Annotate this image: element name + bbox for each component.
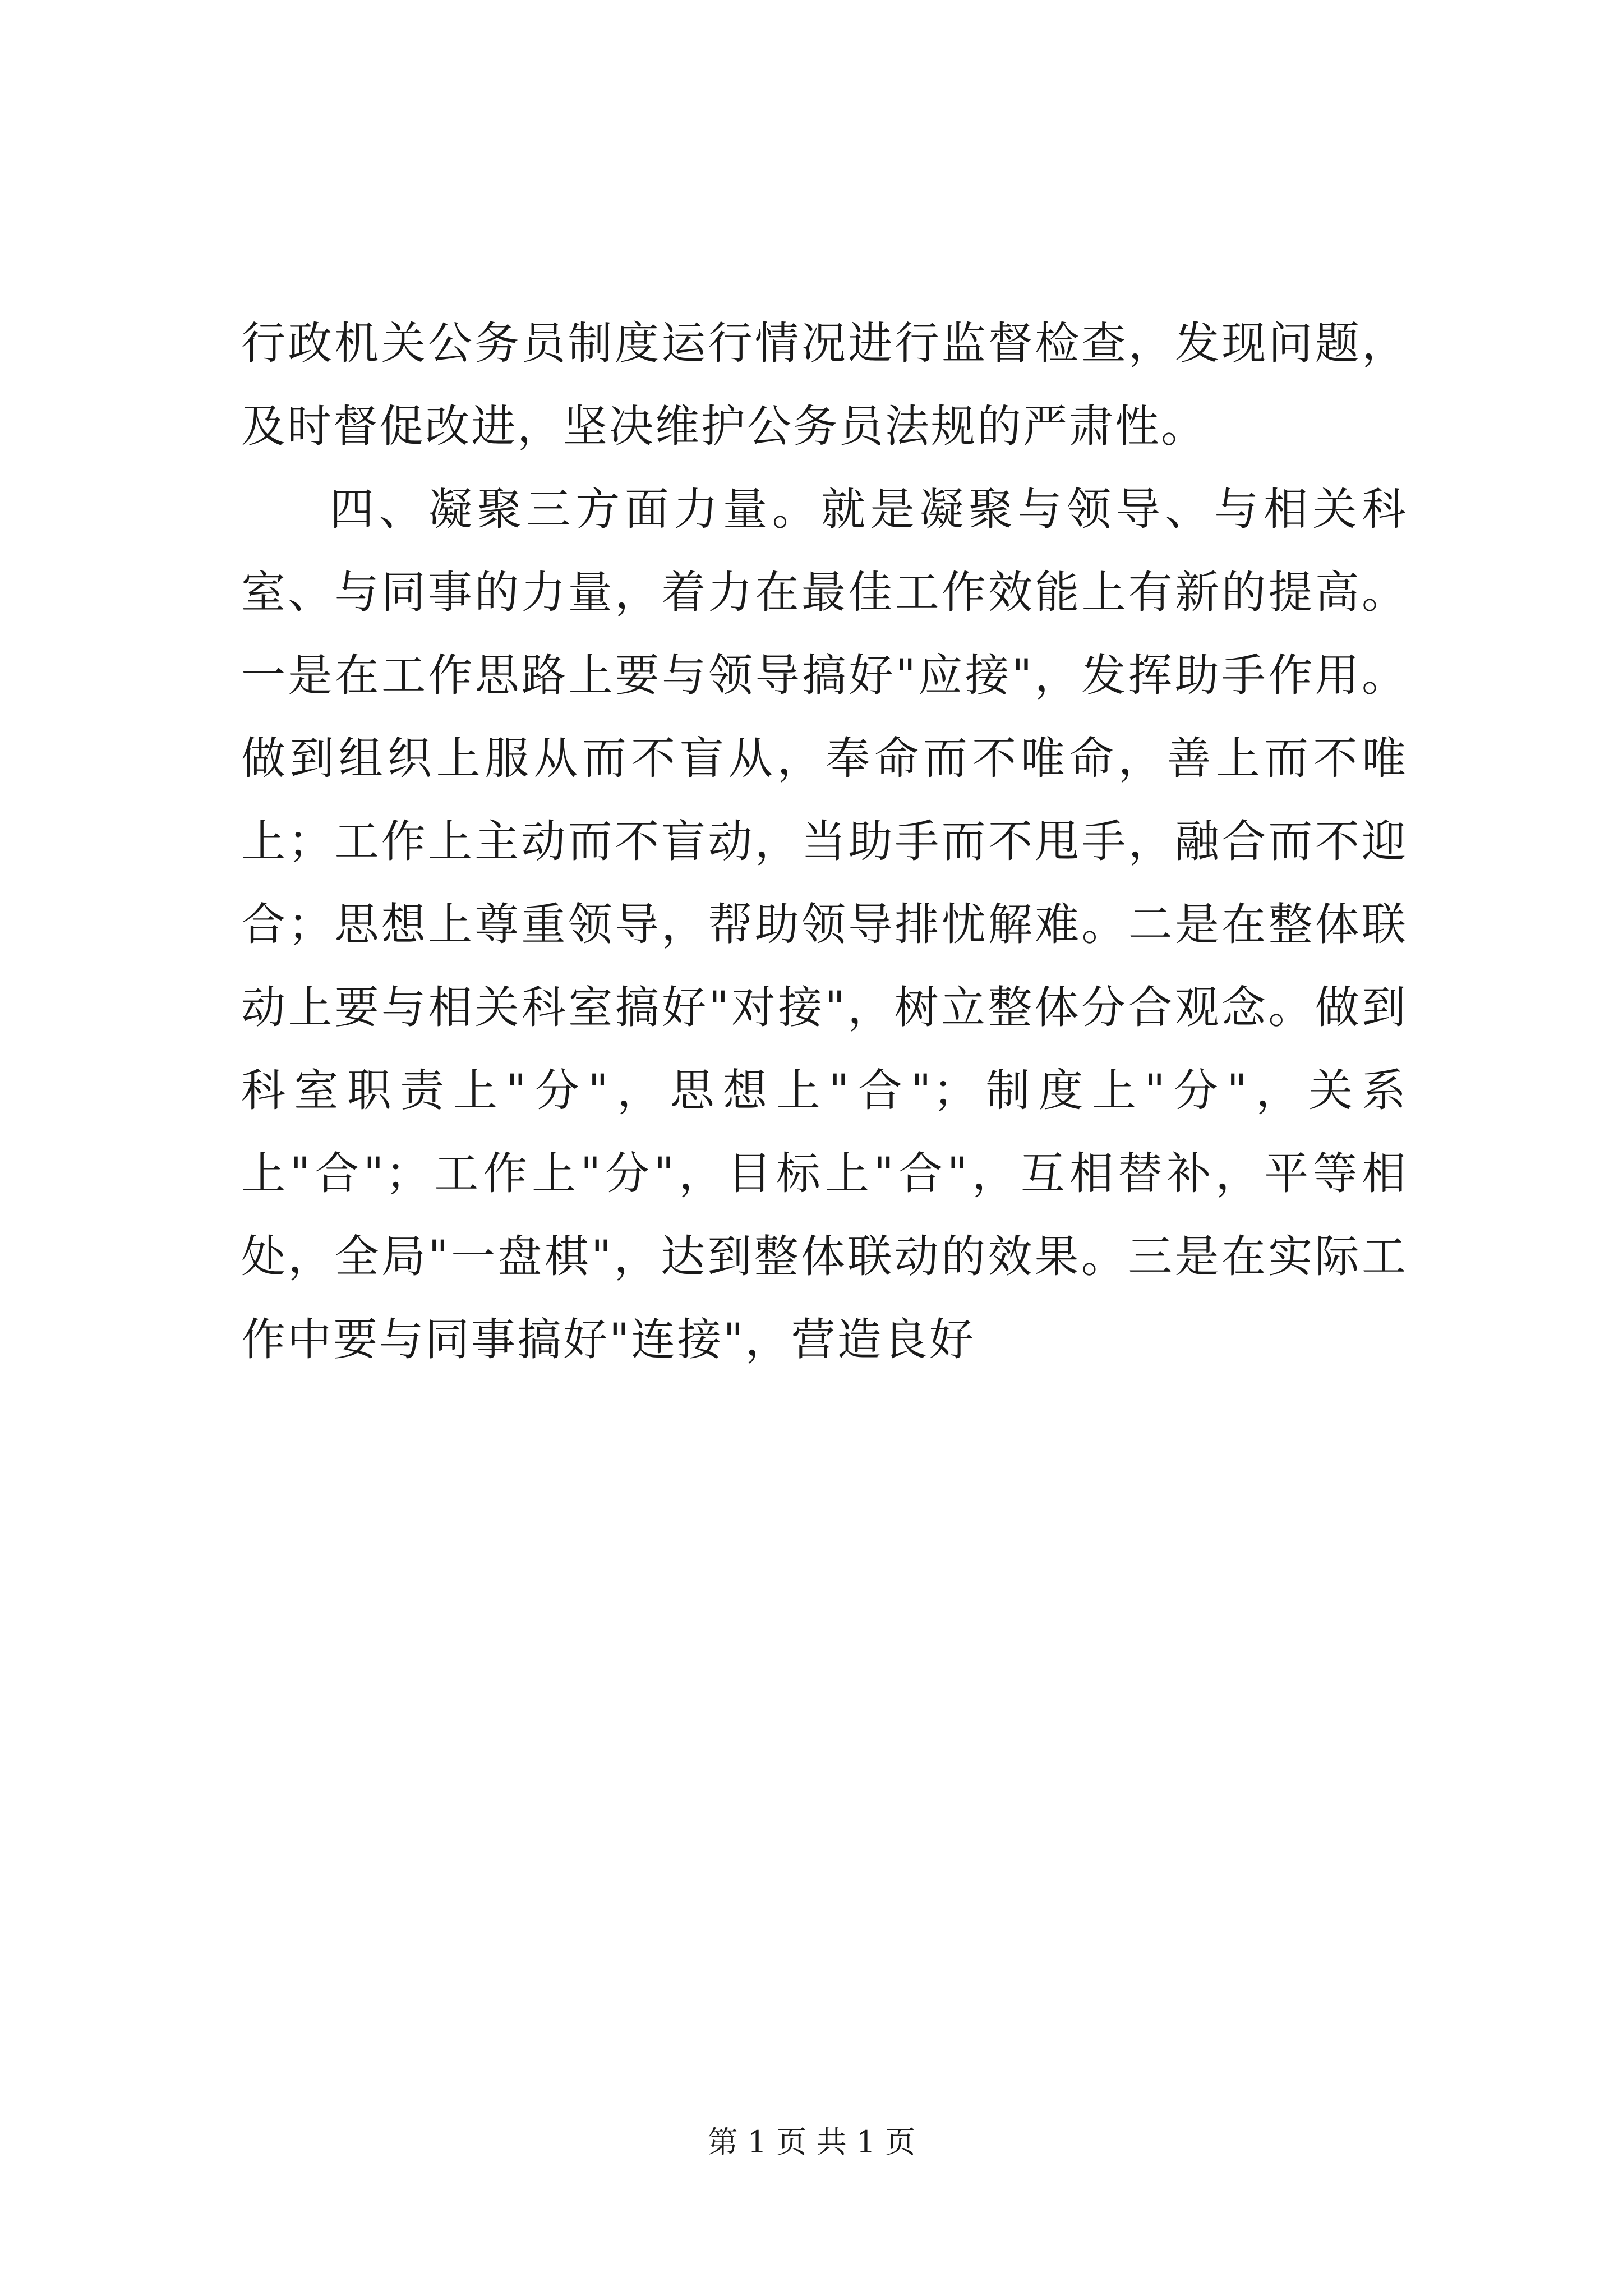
paragraph-section-four: 四、凝聚三方面力量。就是凝聚与领导、与相关科室、与同事的力量，着力在最佳工作效能上有新的提高。一是在工作思路上要与领导搞好"应接"，发挥助手作用。做到组织上服从而不盲从，奉命而不唯命，善上而不唯上；工作上主动而不盲动，当助手而不甩手，融合而不迎合；思想上尊重领导，帮助领导排忧解难。二是在整体联动上要与相关科室搞好"对接"，树立整体分合观念。做到科室职责上"分"，思想上"合"；制度上"分"，关系上"合"；工作上"分"，目标上"合"，互相替补，平等相处，全局"一盘棋"，达到整体联动的效果。三是在实际工作中要与同事搞好"连接"，营造良好 bbox=[241, 484, 1408, 1365]
document-body bbox=[241, 302, 1408, 1381]
paragraph-continuation: 行政机关公务员制度运行情况进行监督检查，发现问题，及时督促改进，坚决维护公务员法规的严肃性。 bbox=[241, 318, 1408, 452]
page-footer: 第 1 页 共 1 页 bbox=[707, 2124, 916, 2160]
